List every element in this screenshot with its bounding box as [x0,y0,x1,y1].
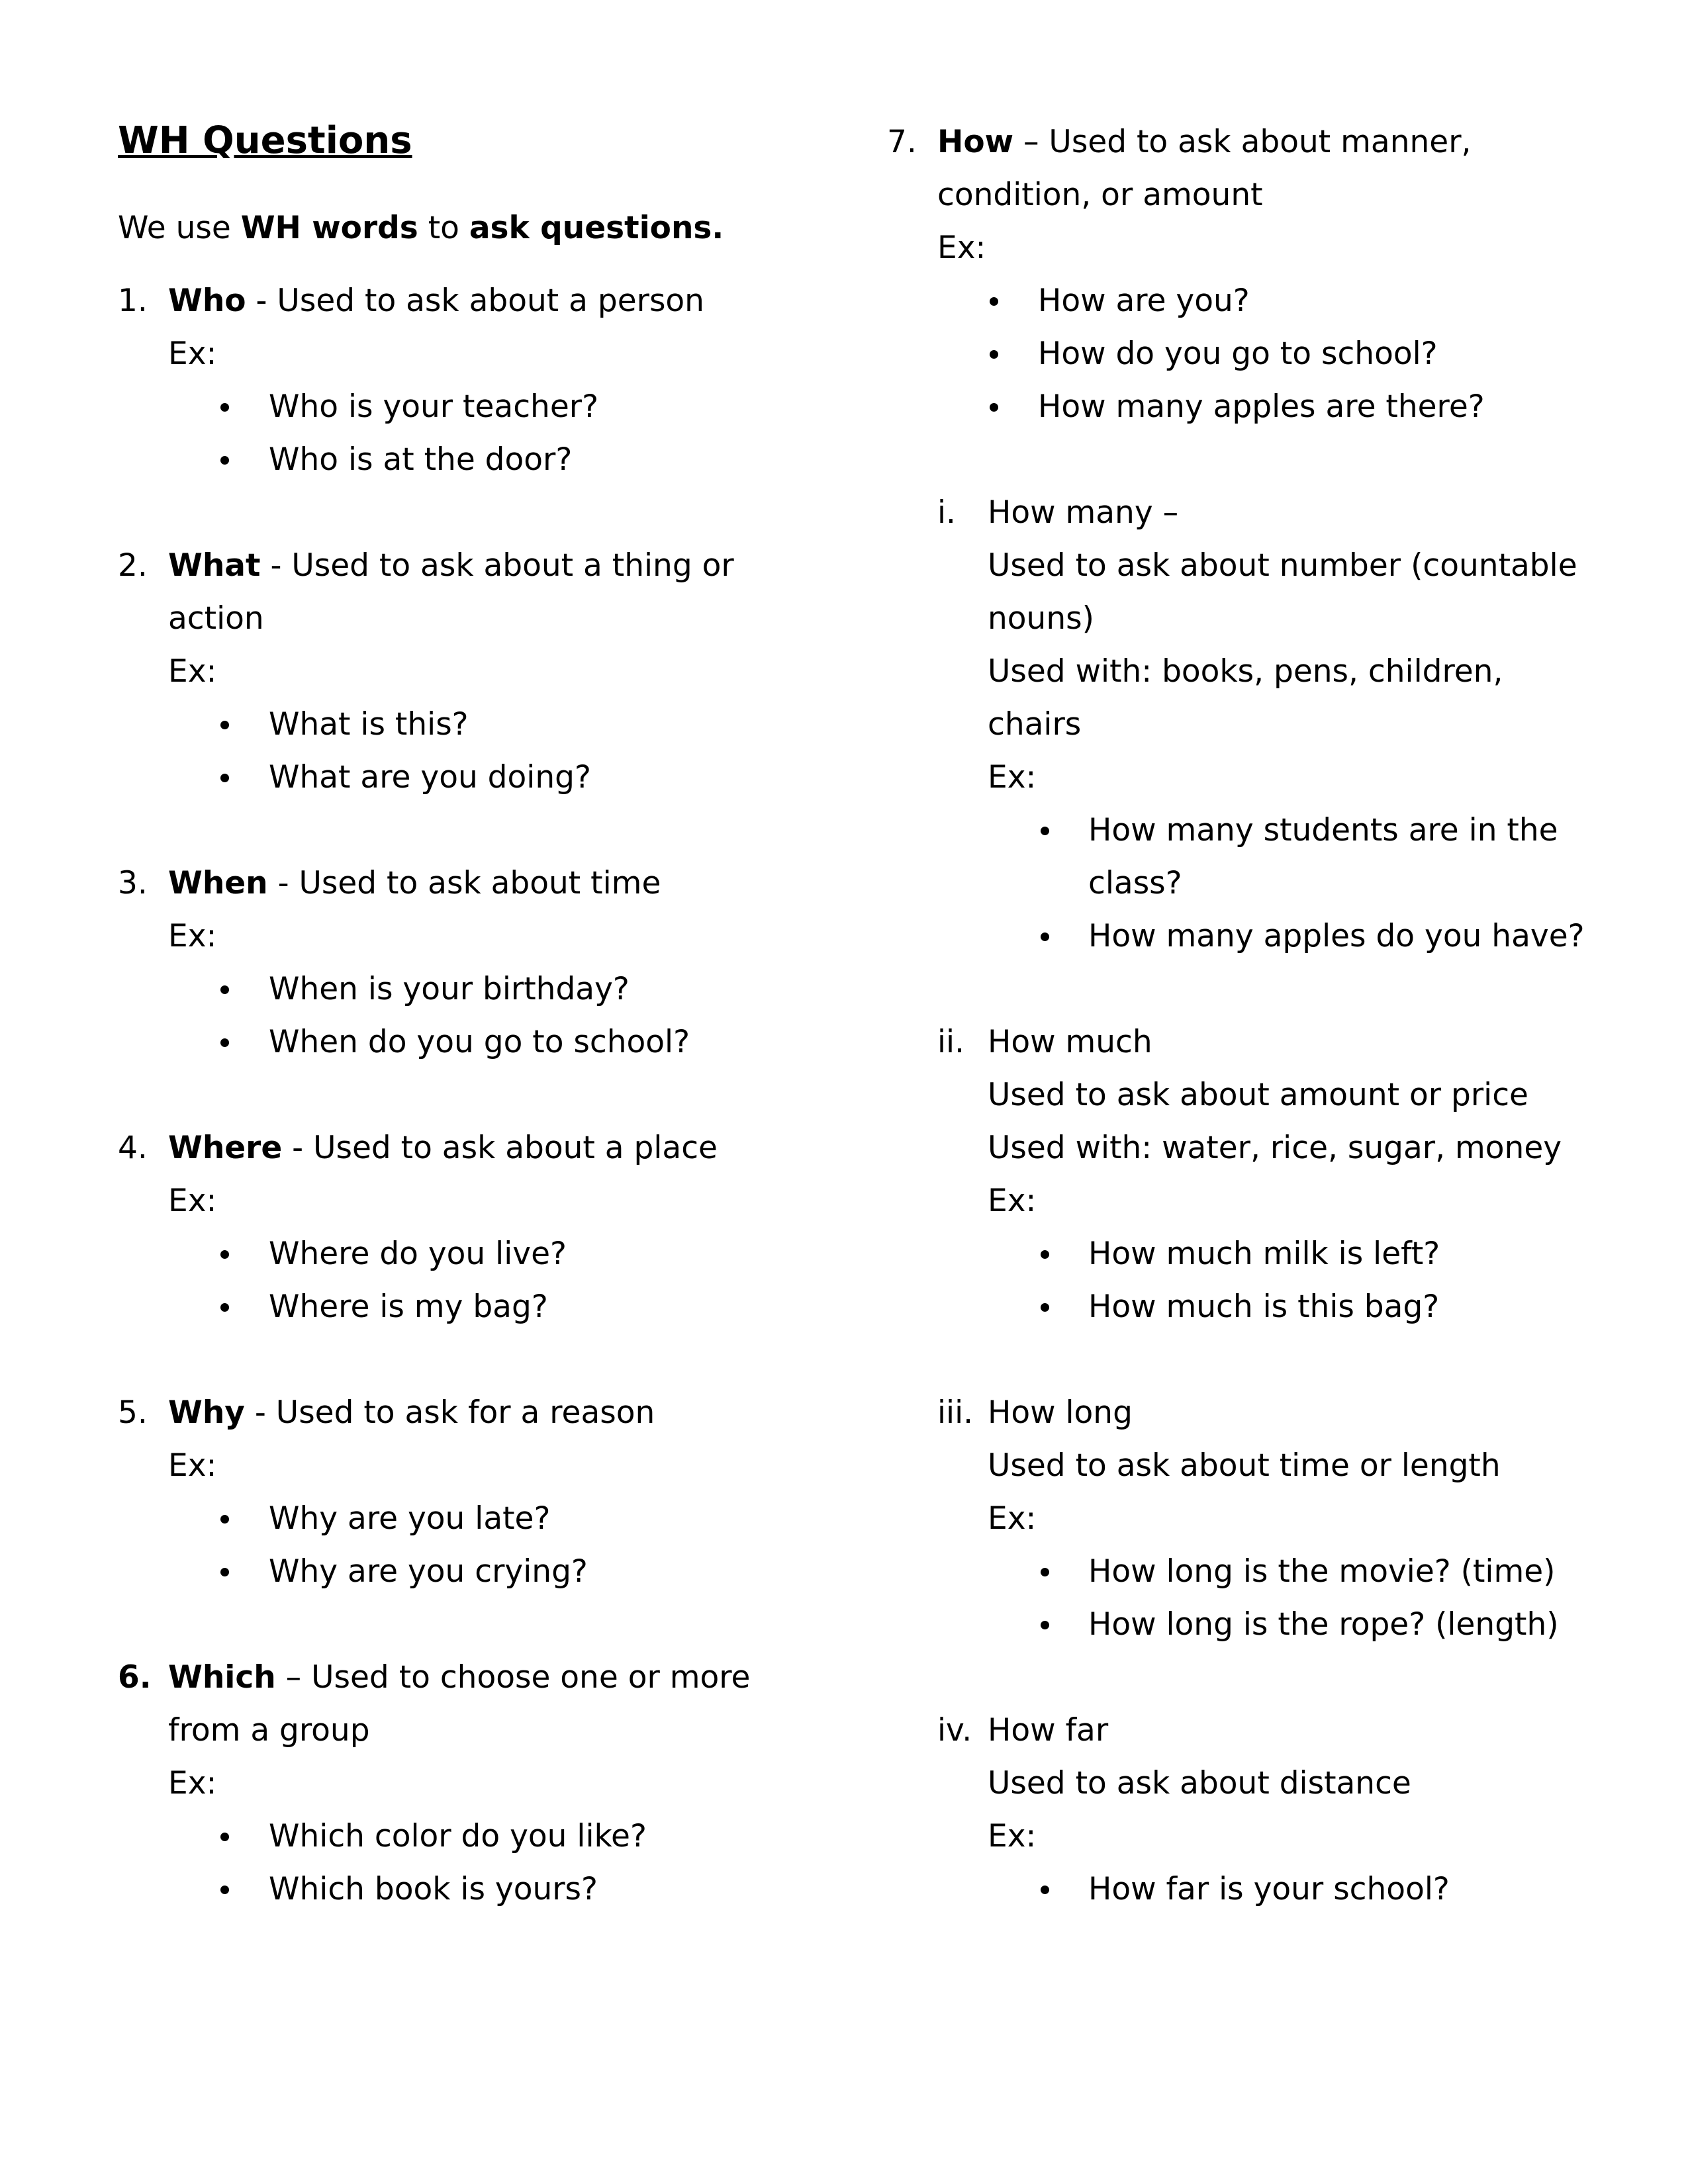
section-description: – Used to choose one or more [275,1659,751,1696]
list-item [269,433,704,486]
example-text: Who is at the door? [269,441,573,478]
subsection-title: How long [988,1394,1133,1431]
intro-text: to [418,210,469,246]
subsection-line: Used to ask about distance [988,1765,1411,1801]
bullet-icon [1041,827,1049,835]
example-text: Where is my bag? [269,1289,548,1325]
subsection-line: Used to ask about number (countable [988,547,1577,584]
list-item [269,1228,718,1281]
wh-word: Who [168,283,246,319]
section-number: 7. [887,124,917,160]
bullet-icon [220,1250,229,1259]
roman-numeral: i. [937,494,956,531]
bullet-icon [220,1038,229,1047]
example-text: How many apples do you have? [1088,918,1585,954]
ex-label: Ex: [168,336,217,372]
section-number: 4. [118,1130,148,1166]
intro-period: . [712,210,724,246]
roman-numeral: iv. [937,1712,972,1749]
example-list [937,1228,1646,1334]
example-list [937,1863,1646,1916]
bullet-icon [990,350,998,359]
list-item-continuation [1088,857,1646,910]
example-text: What is this? [269,706,469,743]
example-text: Why are you late? [269,1500,551,1537]
section-what [118,539,734,804]
section-description: - Used to ask about a thing or [260,547,734,584]
section-description: - Used to ask about a person [246,283,704,319]
list-item [1088,804,1646,857]
section-number: 5. [118,1394,148,1431]
bullet-icon [220,403,229,412]
bullet-icon [1041,1250,1049,1259]
intro-bold-wh-words: WH words [240,210,418,246]
bullet-icon [220,721,229,729]
subsection-line: Used to ask about amount or price [988,1077,1528,1113]
example-text: Which book is yours? [269,1871,598,1907]
example-text: How do you go to school? [1038,336,1438,372]
ex-label: Ex: [168,1447,217,1484]
ex-label: Ex: [988,1183,1037,1219]
subsection-line: nouns) [988,600,1094,637]
example-text: How much is this bag? [1088,1289,1440,1325]
ex-label: Ex: [168,1765,217,1801]
example-text: class? [1088,865,1182,901]
bullet-icon [1041,1303,1049,1312]
section-heading [118,1651,750,1704]
example-text: How are you? [1038,283,1250,319]
bullet-icon [220,456,229,465]
subsection-how-much [937,1016,1646,1334]
section-heading [118,1122,718,1175]
example-text: How many students are in the [1088,812,1558,848]
list-item [269,1810,750,1863]
list-item [269,1492,655,1545]
section-heading [887,116,1485,169]
list-item [269,1545,655,1598]
example-text: Who is your teacher? [269,388,599,425]
example-text: How much milk is left? [1088,1236,1440,1272]
roman-numeral: ii. [937,1024,965,1060]
subsection-line: Used to ask about time or length [988,1447,1501,1484]
section-number: 6. [118,1659,152,1696]
subsection-line: chairs [988,706,1082,743]
ex-label: Ex: [168,918,217,954]
subsection-heading [937,1704,1646,1757]
list-item [1088,1281,1646,1334]
ex-label: Ex: [988,759,1037,796]
list-item [269,1863,750,1916]
list-item [269,963,690,1016]
subsection-how-long [937,1387,1646,1651]
example-text: How long is the movie? (time) [1088,1553,1556,1590]
bullet-icon [1041,933,1049,941]
example-text: How long is the rope? (length) [1088,1606,1559,1643]
section-description-cont: from a group [168,1712,370,1749]
wh-word: Which [168,1659,276,1696]
example-list [937,1545,1646,1651]
subsection-line: Used with: water, rice, sugar, money [988,1130,1562,1166]
subsection-title: How much [988,1024,1152,1060]
list-item [1038,381,1485,433]
example-text: What are you doing? [269,759,591,796]
ex-label: Ex: [168,653,217,690]
section-how [887,116,1485,433]
example-text: Why are you crying? [269,1553,588,1590]
section-who [118,275,704,486]
list-item [1038,275,1485,328]
wh-word: Why [168,1394,245,1431]
wh-word: Where [168,1130,283,1166]
bullet-icon [990,403,998,412]
bullet-icon [1041,1886,1049,1894]
bullet-icon [220,1303,229,1312]
example-list [118,381,704,486]
section-why [118,1387,655,1598]
example-list [118,963,690,1069]
bullet-icon [220,1568,229,1576]
subsection-heading [937,1016,1646,1069]
section-description-cont: action [168,600,264,637]
example-text: When is your birthday? [269,971,630,1007]
bullet-icon [1041,1568,1049,1576]
ex-label: Ex: [937,230,986,266]
example-list [937,804,1646,963]
ex-label: Ex: [988,1818,1037,1854]
wh-word: What [168,547,261,584]
section-number: 1. [118,283,148,319]
subsection-how-many [937,486,1646,963]
ex-label: Ex: [168,1183,217,1219]
list-item [269,381,704,433]
list-item [269,1281,718,1334]
subsection-how-far [937,1704,1646,1916]
example-text: Where do you live? [269,1236,567,1272]
section-description-cont: condition, or amount [937,177,1263,213]
subsection-heading [937,1387,1646,1439]
subsection-title: How many – [988,494,1179,531]
example-list [887,275,1485,433]
section-number: 3. [118,865,148,901]
list-item [269,1016,690,1069]
list-item [269,698,734,751]
section-description: – Used to ask about manner, [1013,124,1472,160]
list-item [1038,328,1485,381]
intro-text: We use [118,210,241,246]
intro-bold-ask-questions: ask questions [469,210,712,246]
section-number: 2. [118,547,148,584]
example-text: How many apples are there? [1038,388,1485,425]
section-where [118,1122,718,1334]
example-list [118,1228,718,1334]
example-text: When do you go to school? [269,1024,690,1060]
ex-label: Ex: [988,1500,1037,1537]
page-title: WH Questions [118,119,412,162]
example-list [118,698,734,804]
subsection-title: How far [988,1712,1109,1749]
section-description: - Used to ask for a reason [244,1394,655,1431]
section-heading [118,1387,655,1439]
bullet-icon [220,774,229,782]
list-item [1088,1545,1646,1598]
example-text: How far is your school? [1088,1871,1450,1907]
roman-numeral: iii. [937,1394,974,1431]
example-list [118,1492,655,1598]
section-heading [118,539,734,592]
bullet-icon [1041,1621,1049,1629]
subsection-line: Used with: books, pens, children, [988,653,1503,690]
list-item [1088,1228,1646,1281]
example-list [118,1810,750,1916]
bullet-icon [220,1515,229,1524]
wh-word: How [937,124,1014,160]
section-which [118,1651,750,1916]
section-description: - Used to ask about a place [282,1130,718,1166]
list-item [1088,1598,1646,1651]
example-text: Which color do you like? [269,1818,647,1854]
bullet-icon [220,1886,229,1894]
list-item [269,751,734,804]
bullet-icon [990,297,998,306]
section-description: - Used to ask about time [267,865,661,901]
list-item [1088,1863,1646,1916]
bullet-icon [220,985,229,994]
section-heading [118,275,704,328]
intro-sentence [118,202,724,255]
list-item [1088,910,1646,963]
bullet-icon [220,1833,229,1841]
subsection-heading [937,486,1646,539]
wh-word: When [168,865,268,901]
section-heading [118,857,690,910]
section-when [118,857,690,1069]
